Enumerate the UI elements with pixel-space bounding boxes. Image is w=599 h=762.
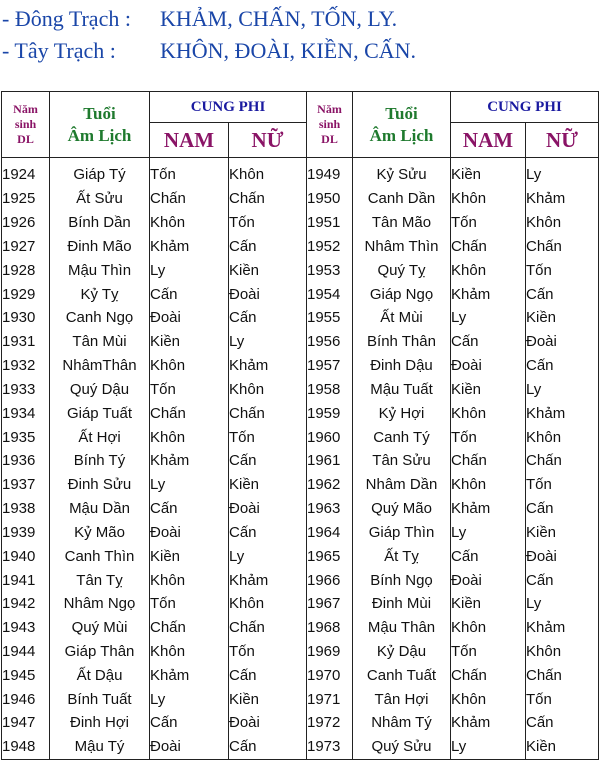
- year-left-cell: 1932: [2, 354, 50, 378]
- cung-nu-left-cell: Đoài: [229, 497, 307, 521]
- year-left-cell: 1928: [2, 258, 50, 282]
- table-row: [2, 163, 599, 187]
- year-left-cell: 1941: [2, 568, 50, 592]
- cung-nam-right-cell: Khôn: [451, 616, 526, 640]
- cung-nu-right-cell: Cấn: [526, 354, 599, 378]
- year-right-cell: 1968: [307, 616, 353, 640]
- table-row: [2, 735, 599, 760]
- cung-nam-left-cell: Khôn: [150, 640, 229, 664]
- cung-nu-left-cell: Khôn: [229, 592, 307, 616]
- tuoi-right-cell: Quý Tỵ: [353, 258, 451, 282]
- tuoi-right-cell: Canh Tuất: [353, 663, 451, 687]
- cung-nu-left-cell: Ly: [229, 544, 307, 568]
- cung-nam-left-cell: Khảm: [150, 663, 229, 687]
- tuoi-right-cell: Nhâm Tý: [353, 711, 451, 735]
- cung-nam-left-cell: Ly: [150, 687, 229, 711]
- tuoi-right-cell: Canh Dần: [353, 187, 451, 211]
- year-left-cell: 1930: [2, 306, 50, 330]
- tuoi-left-cell: Đinh Hợi: [50, 711, 150, 735]
- tuoi-left-cell: Giáp Tý: [50, 163, 150, 187]
- tuoi-left-cell: Kỷ Tỵ: [50, 282, 150, 306]
- year-right-cell: 1961: [307, 449, 353, 473]
- tuoi-header-right: Tuổi Âm Lịch: [353, 92, 451, 158]
- tuoi-left-cell: Mậu Thìn: [50, 258, 150, 282]
- tay-trach-value: KHÔN, ĐOÀI, KIỀN, CẤN.: [160, 38, 417, 63]
- tuoi-left-cell: Tân Tỵ: [50, 568, 150, 592]
- year-left-cell: 1925: [2, 187, 50, 211]
- cung-nam-right-cell: Đoài: [451, 354, 526, 378]
- cung-nam-right-cell: Kiền: [451, 592, 526, 616]
- cung-nu-right-cell: Đoài: [526, 544, 599, 568]
- year-left-cell: 1945: [2, 663, 50, 687]
- year-header-left: Năm sinh DL: [2, 92, 50, 158]
- cung-nam-right-cell: Cấn: [451, 330, 526, 354]
- year-left-cell: 1934: [2, 401, 50, 425]
- nam-header-right: NAM: [451, 123, 526, 158]
- table-row: [2, 640, 599, 664]
- year-right-cell: 1951: [307, 211, 353, 235]
- cung-nam-left-cell: Đoài: [150, 520, 229, 544]
- table-row: [2, 449, 599, 473]
- year-right-cell: 1949: [307, 163, 353, 187]
- year-left-cell: 1942: [2, 592, 50, 616]
- cung-phi-header-left: CUNG PHI: [150, 92, 307, 123]
- cung-nam-left-cell: Chấn: [150, 401, 229, 425]
- cung-nam-right-cell: Kiền: [451, 377, 526, 401]
- tuoi-left-cell: Đinh Mão: [50, 235, 150, 259]
- tuoi-left-cell: Kỷ Mão: [50, 520, 150, 544]
- tuoi-left-cell: Canh Ngọ: [50, 306, 150, 330]
- cung-nu-right-cell: Chấn: [526, 663, 599, 687]
- nu-header-left: NỮ: [229, 123, 307, 158]
- cung-nam-right-cell: Ly: [451, 306, 526, 330]
- cung-nam-right-cell: Khôn: [451, 401, 526, 425]
- year-left-cell: 1940: [2, 544, 50, 568]
- cung-nam-left-cell: Ly: [150, 258, 229, 282]
- cung-nu-right-cell: Cấn: [526, 282, 599, 306]
- cung-nam-right-cell: Chấn: [451, 663, 526, 687]
- cung-nam-left-cell: Ly: [150, 473, 229, 497]
- cung-nam-left-cell: Khảm: [150, 235, 229, 259]
- year-header-right: Năm sinh DL: [307, 92, 353, 158]
- table-row: [2, 187, 599, 211]
- cung-nu-left-cell: Khảm: [229, 354, 307, 378]
- year-left-cell: 1936: [2, 449, 50, 473]
- table-row: [2, 616, 599, 640]
- year-right-cell: 1973: [307, 735, 353, 760]
- year-left-cell: 1933: [2, 377, 50, 401]
- cung-nu-right-cell: Tốn: [526, 473, 599, 497]
- table-row: [2, 235, 599, 259]
- cung-nam-right-cell: Khôn: [451, 473, 526, 497]
- tuoi-right-cell: Tân Mão: [353, 211, 451, 235]
- tuoi-left-cell: Giáp Thân: [50, 640, 150, 664]
- dong-trach-label: - Đông Trạch :: [2, 6, 131, 31]
- cung-phi-header-right: CUNG PHI: [451, 92, 599, 123]
- tuoi-right-cell: Quý Sửu: [353, 735, 451, 760]
- tuoi-left-cell: Bính Tý: [50, 449, 150, 473]
- tuoi-right-cell: Nhâm Thìn: [353, 235, 451, 259]
- cung-nu-left-cell: Khôn: [229, 377, 307, 401]
- tuoi-left-cell: Ất Dậu: [50, 663, 150, 687]
- cung-nam-right-cell: Khôn: [451, 687, 526, 711]
- cung-nam-left-cell: Đoài: [150, 306, 229, 330]
- table-row: [2, 497, 599, 521]
- cung-nu-left-cell: Khảm: [229, 568, 307, 592]
- tuoi-left-cell: Đinh Sửu: [50, 473, 150, 497]
- cung-nu-left-cell: Cấn: [229, 235, 307, 259]
- year-right-cell: 1971: [307, 687, 353, 711]
- cung-nam-left-cell: Tốn: [150, 163, 229, 187]
- year-right-cell: 1959: [307, 401, 353, 425]
- tuoi-left-cell: Nhâm Ngọ: [50, 592, 150, 616]
- cung-nu-right-cell: Kiền: [526, 735, 599, 760]
- year-right-cell: 1956: [307, 330, 353, 354]
- year-left-cell: 1926: [2, 211, 50, 235]
- cung-nam-left-cell: Khôn: [150, 425, 229, 449]
- tuoi-right-cell: Mậu Thân: [353, 616, 451, 640]
- year-right-cell: 1963: [307, 497, 353, 521]
- cung-nam-left-cell: Tốn: [150, 377, 229, 401]
- dong-trach-value: KHẢM, CHẤN, TỐN, LY.: [160, 6, 398, 31]
- tuoi-right-cell: Bính Ngọ: [353, 568, 451, 592]
- cung-nu-left-cell: Tốn: [229, 211, 307, 235]
- tuoi-right-cell: Quý Mão: [353, 497, 451, 521]
- table-row: [2, 520, 599, 544]
- cung-nu-right-cell: Ly: [526, 592, 599, 616]
- tuoi-left-cell: Mậu Tý: [50, 735, 150, 760]
- cung-nu-right-cell: Khảm: [526, 616, 599, 640]
- cung-nam-right-cell: Khảm: [451, 711, 526, 735]
- cung-nu-right-cell: Cấn: [526, 497, 599, 521]
- year-left-cell: 1939: [2, 520, 50, 544]
- table-row: [2, 687, 599, 711]
- year-right-cell: 1962: [307, 473, 353, 497]
- tuoi-left-cell: Mậu Dần: [50, 497, 150, 521]
- year-left-cell: 1924: [2, 163, 50, 187]
- tuoi-left-cell: Ất Hợi: [50, 425, 150, 449]
- year-right-cell: 1953: [307, 258, 353, 282]
- year-right-cell: 1955: [307, 306, 353, 330]
- table-row: [2, 568, 599, 592]
- cung-nam-right-cell: Khôn: [451, 187, 526, 211]
- tuoi-right-cell: Canh Tý: [353, 425, 451, 449]
- cung-nam-right-cell: Ly: [451, 520, 526, 544]
- tay-trach-label: - Tây Trạch :: [2, 38, 116, 63]
- cung-nu-left-cell: Cấn: [229, 663, 307, 687]
- tuoi-right-cell: Tân Hợi: [353, 687, 451, 711]
- cung-nu-right-cell: Khôn: [526, 425, 599, 449]
- cung-nam-left-cell: Chấn: [150, 616, 229, 640]
- cung-nam-right-cell: Khảm: [451, 497, 526, 521]
- cung-nam-left-cell: Khôn: [150, 354, 229, 378]
- tuoi-right-cell: Đinh Mùi: [353, 592, 451, 616]
- cung-nam-right-cell: Khảm: [451, 282, 526, 306]
- tuoi-right-cell: Nhâm Dần: [353, 473, 451, 497]
- tuoi-right-cell: Giáp Ngọ: [353, 282, 451, 306]
- cung-nu-left-cell: Cấn: [229, 306, 307, 330]
- table-row: [2, 211, 599, 235]
- year-right-cell: 1954: [307, 282, 353, 306]
- year-right-cell: 1972: [307, 711, 353, 735]
- year-right-cell: 1958: [307, 377, 353, 401]
- nu-header-right: NỮ: [526, 123, 599, 158]
- cung-nu-right-cell: Tốn: [526, 258, 599, 282]
- cung-nu-left-cell: Chấn: [229, 187, 307, 211]
- tuoi-right-cell: Bính Thân: [353, 330, 451, 354]
- cung-nu-right-cell: Tốn: [526, 687, 599, 711]
- cung-nu-left-cell: Tốn: [229, 640, 307, 664]
- trach-legend: [0, 0, 599, 80]
- cung-nu-right-cell: Khảm: [526, 401, 599, 425]
- tuoi-left-cell: Ất Sửu: [50, 187, 150, 211]
- cung-nu-left-cell: Tốn: [229, 425, 307, 449]
- cung-nam-right-cell: Ly: [451, 735, 526, 760]
- year-right-cell: 1965: [307, 544, 353, 568]
- year-right-cell: 1969: [307, 640, 353, 664]
- year-left-cell: 1931: [2, 330, 50, 354]
- cung-nam-left-cell: Cấn: [150, 711, 229, 735]
- table-row: [2, 354, 599, 378]
- table-row: [2, 330, 599, 354]
- tuoi-right-cell: Giáp Thìn: [353, 520, 451, 544]
- tuoi-header-left: Tuổi Âm Lịch: [50, 92, 150, 158]
- cung-nam-left-cell: Tốn: [150, 592, 229, 616]
- table-row: [2, 306, 599, 330]
- cung-nu-left-cell: Chấn: [229, 616, 307, 640]
- cung-nu-right-cell: Khôn: [526, 640, 599, 664]
- cung-nu-left-cell: Khôn: [229, 163, 307, 187]
- cung-nam-left-cell: Đoài: [150, 735, 229, 760]
- nam-header-left: NAM: [150, 123, 229, 158]
- cung-nu-right-cell: Ly: [526, 377, 599, 401]
- tuoi-left-cell: Giáp Tuất: [50, 401, 150, 425]
- cung-phi-table: [1, 91, 599, 760]
- cung-nu-right-cell: Kiền: [526, 520, 599, 544]
- cung-nam-right-cell: Cấn: [451, 544, 526, 568]
- cung-nu-right-cell: Đoài: [526, 330, 599, 354]
- cung-nu-left-cell: Chấn: [229, 401, 307, 425]
- tuoi-right-cell: Mậu Tuất: [353, 377, 451, 401]
- year-left-cell: 1943: [2, 616, 50, 640]
- table-row: [2, 663, 599, 687]
- tuoi-right-cell: Kỷ Dậu: [353, 640, 451, 664]
- cung-nam-left-cell: Khôn: [150, 568, 229, 592]
- tuoi-left-cell: Bính Tuất: [50, 687, 150, 711]
- year-right-cell: 1960: [307, 425, 353, 449]
- cung-nam-right-cell: Tốn: [451, 425, 526, 449]
- year-right-cell: 1966: [307, 568, 353, 592]
- tuoi-left-cell: NhâmThân: [50, 354, 150, 378]
- cung-nam-right-cell: Kiền: [451, 163, 526, 187]
- year-left-cell: 1929: [2, 282, 50, 306]
- year-left-cell: 1948: [2, 735, 50, 760]
- cung-nam-left-cell: Khảm: [150, 449, 229, 473]
- cung-nu-right-cell: Kiền: [526, 306, 599, 330]
- year-right-cell: 1952: [307, 235, 353, 259]
- cung-nu-right-cell: Khảm: [526, 187, 599, 211]
- year-left-cell: 1944: [2, 640, 50, 664]
- cung-nu-left-cell: Ly: [229, 330, 307, 354]
- tuoi-right-cell: Tân Sửu: [353, 449, 451, 473]
- table-row: [2, 473, 599, 497]
- tuoi-right-cell: Kỷ Sửu: [353, 163, 451, 187]
- cung-nam-right-cell: Chấn: [451, 449, 526, 473]
- table-row: [2, 401, 599, 425]
- tuoi-left-cell: Bính Dần: [50, 211, 150, 235]
- tuoi-right-cell: Đinh Dậu: [353, 354, 451, 378]
- cung-nu-right-cell: Cấn: [526, 711, 599, 735]
- year-left-cell: 1927: [2, 235, 50, 259]
- table-row: [2, 711, 599, 735]
- cung-nu-left-cell: Đoài: [229, 282, 307, 306]
- year-left-cell: 1935: [2, 425, 50, 449]
- cung-nu-left-cell: Cấn: [229, 735, 307, 760]
- table-row: [2, 544, 599, 568]
- cung-nu-right-cell: Cấn: [526, 568, 599, 592]
- cung-nam-right-cell: Đoài: [451, 568, 526, 592]
- tuoi-right-cell: Ất Mùi: [353, 306, 451, 330]
- table-row: [2, 425, 599, 449]
- cung-nam-left-cell: Cấn: [150, 282, 229, 306]
- tuoi-left-cell: Canh Thìn: [50, 544, 150, 568]
- cung-nam-left-cell: Kiền: [150, 330, 229, 354]
- cung-nu-right-cell: Ly: [526, 163, 599, 187]
- cung-nu-left-cell: Cấn: [229, 449, 307, 473]
- tuoi-left-cell: Tân Mùi: [50, 330, 150, 354]
- year-right-cell: 1950: [307, 187, 353, 211]
- cung-nam-left-cell: Kiền: [150, 544, 229, 568]
- cung-nu-left-cell: Cấn: [229, 520, 307, 544]
- cung-nu-left-cell: Kiền: [229, 473, 307, 497]
- cung-nam-right-cell: Tốn: [451, 640, 526, 664]
- cung-nu-right-cell: Chấn: [526, 449, 599, 473]
- table-row: [2, 282, 599, 306]
- year-right-cell: 1964: [307, 520, 353, 544]
- year-right-cell: 1970: [307, 663, 353, 687]
- cung-nu-left-cell: Kiền: [229, 687, 307, 711]
- cung-nu-left-cell: Đoài: [229, 711, 307, 735]
- cung-nu-right-cell: Khôn: [526, 211, 599, 235]
- cung-nam-left-cell: Khôn: [150, 211, 229, 235]
- cung-nam-right-cell: Chấn: [451, 235, 526, 259]
- year-left-cell: 1938: [2, 497, 50, 521]
- cung-nam-right-cell: Khôn: [451, 258, 526, 282]
- table-row: [2, 258, 599, 282]
- cung-nam-right-cell: Tốn: [451, 211, 526, 235]
- year-left-cell: 1947: [2, 711, 50, 735]
- cung-nu-right-cell: Chấn: [526, 235, 599, 259]
- year-left-cell: 1946: [2, 687, 50, 711]
- tuoi-right-cell: Kỷ Hợi: [353, 401, 451, 425]
- table-row: [2, 592, 599, 616]
- year-right-cell: 1967: [307, 592, 353, 616]
- cung-nam-left-cell: Cấn: [150, 497, 229, 521]
- cung-nam-left-cell: Chấn: [150, 187, 229, 211]
- table-row: [2, 377, 599, 401]
- tuoi-right-cell: Ất Tỵ: [353, 544, 451, 568]
- year-right-cell: 1957: [307, 354, 353, 378]
- tuoi-left-cell: Quý Dậu: [50, 377, 150, 401]
- tuoi-left-cell: Quý Mùi: [50, 616, 150, 640]
- cung-nu-left-cell: Kiền: [229, 258, 307, 282]
- year-left-cell: 1937: [2, 473, 50, 497]
